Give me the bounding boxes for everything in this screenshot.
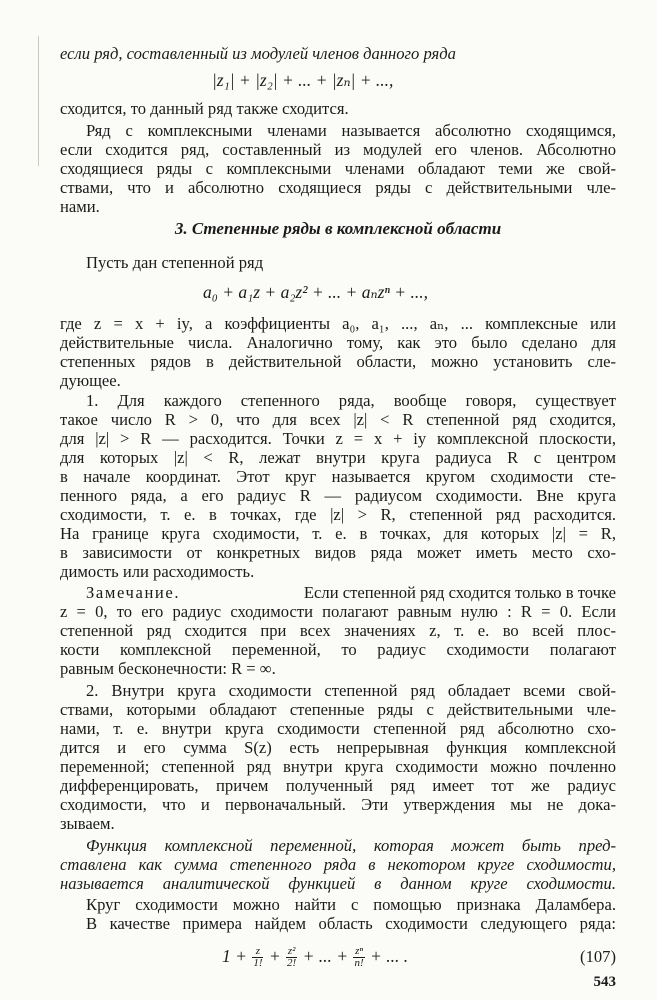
text-line: Ряд с комплексными членами называется абсолютно сходящимся,: [86, 121, 616, 140]
formula-modulus-series: |z₁| + |z₂| + ... + |zₙ| + ...,: [212, 70, 394, 90]
text-line: Пусть дан степенной ряд: [86, 253, 264, 272]
text-line: Круг сходимости можно найти с помощью признака Даламбера.: [86, 895, 616, 914]
text-line: где z = x + iy, а коэффициенты a₀, a₁, ..., aₙ, ... комплексные или: [60, 314, 616, 333]
text-line: если сходится ряд, составленный из модулей его членов. Абсолютно: [60, 140, 616, 159]
remark-line: [86, 583, 616, 602]
text-line: дующее.: [60, 371, 121, 390]
text-line: сходится, то данный ряд также сходится.: [60, 99, 349, 118]
text-line: степенных рядов в действительной области, можно установить сле-: [60, 352, 616, 371]
text-line: равным бесконечности: R = ∞.: [60, 659, 276, 678]
text-line: для |z| > R — расходится. Точки z = x + iy комплексной плоскости,: [60, 429, 616, 448]
text-line: дифференцировать, причем полученный ряд имеет тот же радиус: [60, 776, 616, 795]
fraction: $\frac{\text{z²}}{2!}$: [287, 945, 297, 970]
page-number: 543: [593, 974, 616, 990]
text-line: В качестве примера найдем область сходимости следующего ряда:: [86, 914, 616, 933]
text-line: пенного ряда, а его радиус R — радиусом сходимости. Вне круга: [60, 486, 616, 505]
text-line: 2. Внутри круга сходимости степенной ряд обладает всеми свой-: [86, 681, 616, 700]
text-line: для которых |z| < R, лежат внутри круга радиуса R с центром: [60, 448, 616, 467]
text-line: если ряд, составленный из модулей членов данного ряда: [60, 44, 456, 63]
equation-number: (107): [580, 947, 616, 966]
definition-line: называется аналитической функцией в данном круге сходимости.: [60, 874, 616, 893]
definition-line: Функция комплексной переменной, которая может быть пред-: [86, 836, 616, 855]
fraction: $\frac{z}{1!}$: [253, 945, 263, 970]
text-line: степенной ряд сходится при всех значениях z, т. е. во всей плос-: [60, 621, 616, 640]
formula-example-series: 1 + $\frac{z}{1!}$ + $\frac{\text{z²}}{2!}$ + ... + $\frac{\text{zⁿ}}{n!}$ + ... .: [222, 945, 409, 970]
section-heading: 3. Степенные ряды в комплексной области: [174, 219, 502, 238]
text-line: z = 0, то его радиус сходимости полагают равным нулю : R = 0. Если: [60, 602, 616, 621]
text-line: зываем.: [60, 814, 115, 833]
text-line: в зависимости от конкретных видов ряда может иметь место схо-: [60, 543, 616, 562]
text-line: ствами, которыми обладают степенные ряды с действительными чле-: [60, 700, 616, 719]
text-line: сходящиеся ряды с комплексными членами обладают теми же свой-: [60, 159, 616, 178]
text-line: нами, т. е. внутри круга сходимости степенной ряд абсолютно схо-: [60, 719, 616, 738]
text-line: действительные числа. Аналогично тому, как это было сделано для: [60, 333, 616, 352]
definition-line: ставлена как сумма степенного ряда в некотором круге сходимости,: [60, 855, 616, 874]
text-line: сходимости, т. е. в точках, где |z| > R, степенной ряд расходится.: [60, 505, 616, 524]
text-line: На границе круга сходимости, т. е. в точках, для которых |z| = R,: [60, 524, 616, 543]
text-line: сходимости, что и первоначальный. Эти утверждения мы не дока-: [60, 795, 616, 814]
text-line: 1. Для каждого степенного ряда, вообще говоря, существует: [86, 391, 616, 410]
text-line: дится и его сумма S(z) есть непрерывная функция комплексной: [60, 738, 616, 757]
text-line: ствами, что и абсолютно сходящиеся ряды с действительными чле-: [60, 178, 616, 197]
formula-power-series: a₀ + a₁z + a₂z² + ... + aₙzⁿ + ...,: [203, 282, 428, 302]
remark-label: Замечание.: [86, 583, 181, 602]
text-line: в начале координат. Этот круг называется кругом сходимости сте-: [60, 467, 616, 486]
text-line: кости комплексной переменной, то радиус сходимости полагают: [60, 640, 616, 659]
text-line: димость или расходимость.: [60, 562, 255, 581]
margin-rule: [38, 36, 39, 166]
fraction: $\frac{\text{zⁿ}}{n!}$: [354, 945, 364, 970]
text-line: нами.: [60, 197, 100, 216]
text-line: такое число R > 0, что для всех |z| < R степенной ряд сходится,: [60, 410, 616, 429]
text-line: переменной; степенной ряд внутри круга сходимости можно почленно: [60, 757, 616, 776]
remark-text: Если степенной ряд сходится только в точке: [303, 583, 616, 602]
